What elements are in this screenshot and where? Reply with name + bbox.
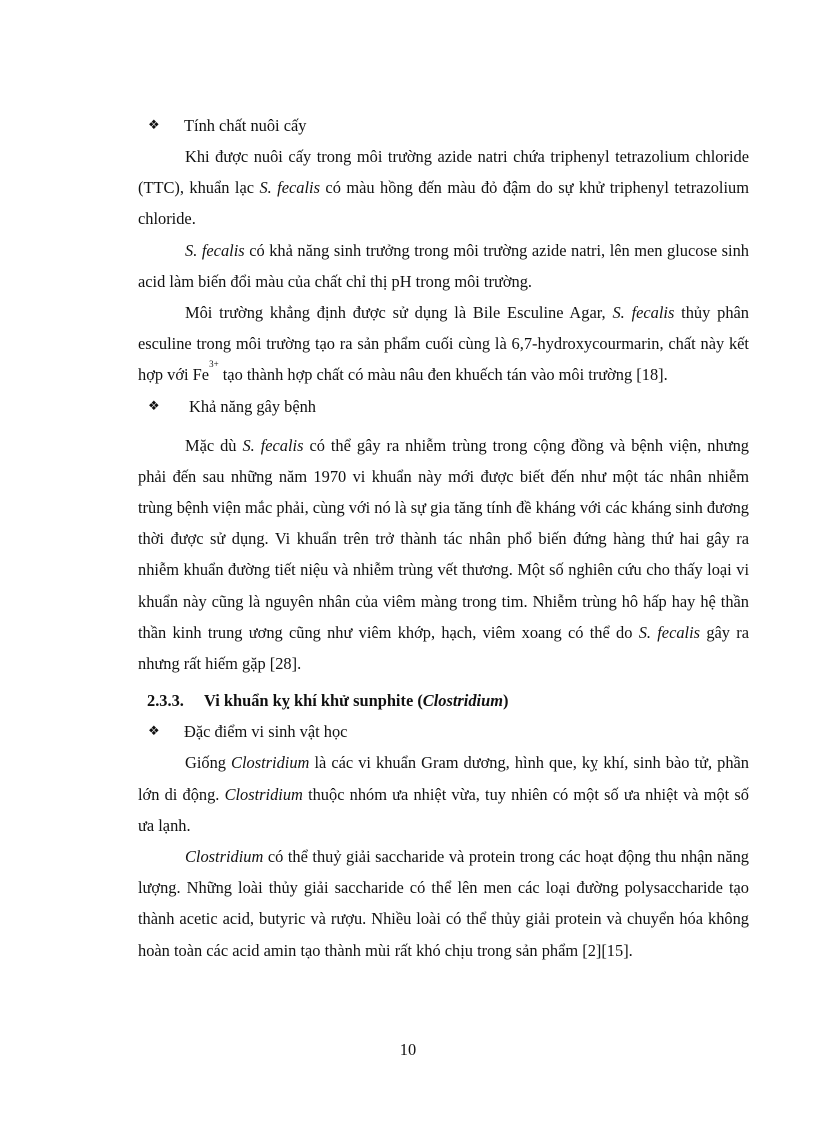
bullet-microbiology [138, 716, 749, 747]
species-name: S. fecalis [259, 178, 320, 198]
bullet-label: Đặc điểm vi sinh vật học [184, 722, 348, 742]
diamond-cluster-bullet-icon: ❖ [148, 118, 160, 133]
genus-name: Clostridium [231, 753, 310, 773]
species-name: S. fecalis [185, 240, 245, 260]
species-name: S. fecalis [242, 435, 304, 455]
document-body [138, 110, 749, 966]
superscript: 3+ [209, 359, 219, 370]
bullet-label: Khả năng gây bệnh [189, 396, 316, 416]
paragraph: Clostridium có thể thuỷ giải saccharide và protein trong các hoạt động thu nhận năng lượng. Những loài thủy giải saccharide có thể lên men các loại đường polysaccharide tạo thành acetic acid, butyric và rượu. Nhiều loài có thể thủy giải protein và chuyển hóa không hoàn toàn các acid amin tạo thành mùi rất khó chịu trong sản phẩm [2][15]. [138, 847, 749, 960]
diamond-cluster-bullet-icon: ❖ [148, 398, 160, 414]
bullet-label: Tính chất nuôi cấy [184, 116, 307, 135]
section-number: 2.3.3. [147, 691, 184, 711]
paragraph: S. fecalis có khả năng sinh trưởng trong môi trường azide natri, lên men glucose sinh acid làm biến đổi màu của chất chỉ thị pH trong môi trường. [138, 240, 749, 291]
paragraph: Môi trường khẳng định được sử dụng là Bile Esculine Agar, S. fecalis thủy phân esculine trong môi trường tạo ra sản phẩm cuối cùng là 6,7-hydroxycourmarin, chất này kết hợp với $Fe^{3+}$ tạo thành hợp chất có màu nâu đen khuếch tán vào môi trường [18]. [138, 303, 749, 385]
diamond-cluster-bullet-icon: ❖ [148, 724, 160, 740]
paragraph: Giống Clostridium là các vi khuẩn Gram dương, hình que, kỵ khí, sinh bào tử, phần lớn di động. Clostridium thuộc nhóm ưa nhiệt vừa, tuy nhiên có một số ưa nhiệt và một số ưa lạnh. [138, 753, 749, 835]
genus-name: Clostridium [185, 847, 264, 867]
page-number: 10 [399, 1040, 417, 1059]
section-heading: 2.3.3. Vi khuẩn kỵ khí khử sunphite (Clostridium) [138, 685, 749, 716]
species-name: S. fecalis [612, 303, 675, 323]
bullet-pathogenicity [138, 391, 749, 422]
bullet-culture-properties [138, 110, 749, 141]
paragraph: Khi được nuôi cấy trong môi trường azide natri chứa triphenyl tetrazolium chloride (TTC), khuẩn lạc S. fecalis có màu hồng đến màu đỏ đậm do sự khử triphenyl tetrazolium chloride. [138, 147, 749, 229]
paragraph: Mặc dù S. fecalis có thể gây ra nhiễm trùng trong cộng đồng và bệnh viện, nhưng phải đến sau những năm 1970 vi khuẩn này mới được biết đến như một tác nhân nhiễm trùng bệnh viện mắc phải, cùng với nó là sự gia tăng tính đề kháng với các kháng sinh đương thời được sử dụng. Vi khuẩn trên trở thành tác nhân phổ biến đứng hàng thứ hai gây ra nhiễm khuẩn đường tiết niệu và nhiễm trùng vết thương. Một số nghiên cứu cho thấy loại vi khuẩn này cũng là nguyên nhân của viêm màng trong tim. Nhiễm trùng hô hấp hay hệ thần thần kinh trung ương cũng như viêm khớp, hạch, viêm xoang có thể do S. fecalis gây ra nhưng rất hiếm gặp [28]. [138, 435, 749, 674]
species-name: S. fecalis [638, 622, 701, 642]
genus-name: Clostridium [224, 784, 303, 804]
